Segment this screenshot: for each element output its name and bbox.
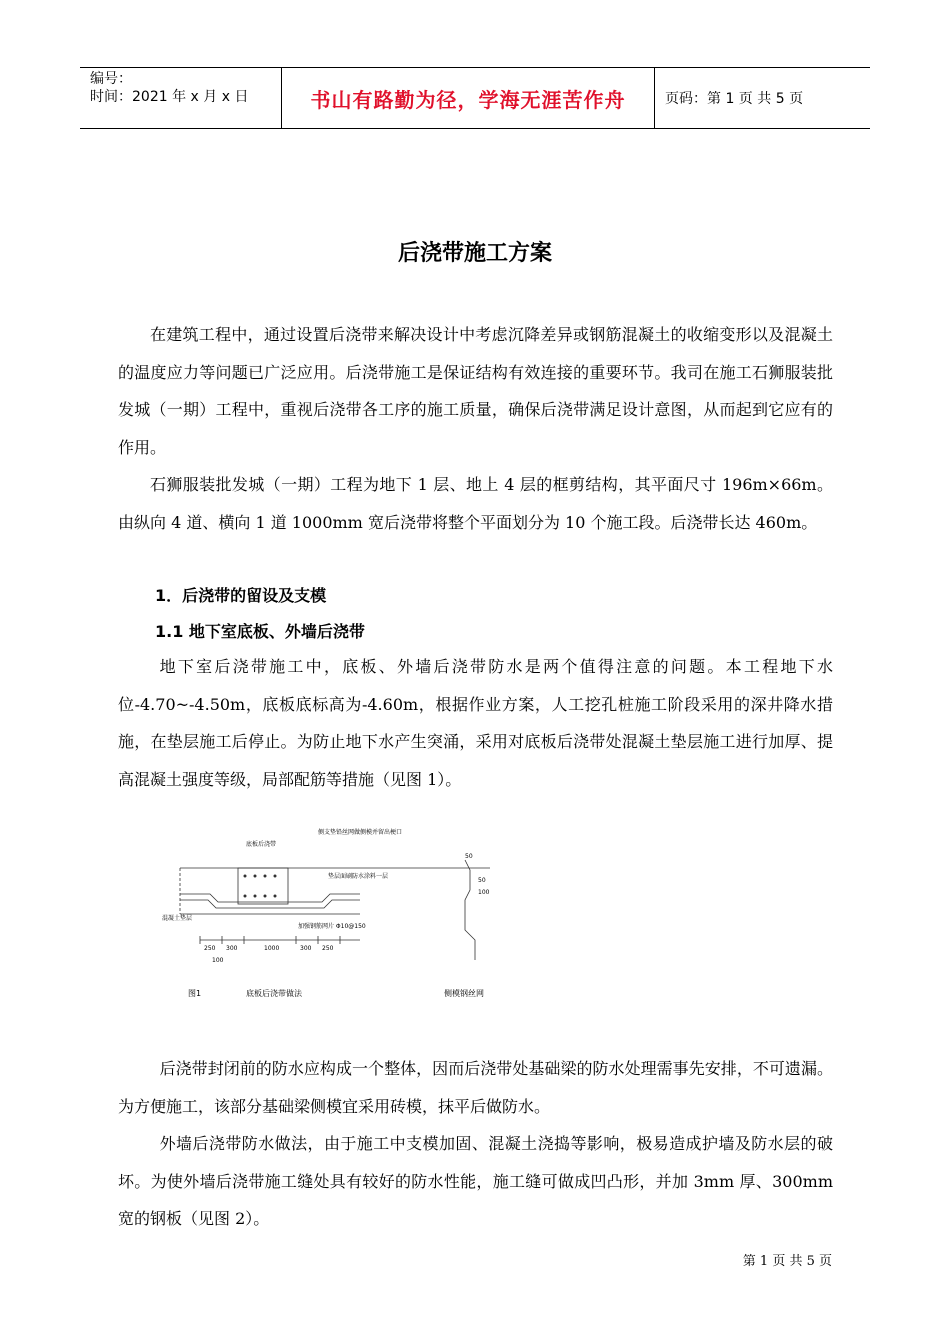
fig-caption-num: 图1 bbox=[188, 989, 202, 998]
fig-dim-100: 100 bbox=[212, 957, 224, 964]
header-page-info: 页码：第 1 页 共 5 页 bbox=[665, 91, 804, 107]
paragraph-4: 后浇带封闭前的防水应构成一个整体，因而后浇带处基础梁的防水处理需事先安排，不可遗漏。为方便施工，该部分基础梁侧模宜采用砖模，抹平后做防水。 bbox=[118, 1059, 833, 1116]
heading-1-1: 1.1 地下室底板、外墙后浇带 bbox=[155, 622, 365, 641]
fig-right-dim-2: 50 bbox=[478, 877, 486, 884]
document-title: 后浇带施工方案 bbox=[397, 241, 552, 266]
fig-dim-2: 300 bbox=[226, 945, 238, 952]
paragraph-1: 在建筑工程中，通过设置后浇带来解决设计中考虑沉降差异或钢筋混凝土的收缩变形以及混凝土的温度应力等问题已广泛应用。后浇带施工是保证结构有效连接的重要环节。我司在施工石狮服装批发城（一期）工程中，重视后浇带各工序的施工质量，确保后浇带满足设计意图，从而起到它应有的作用。 bbox=[118, 325, 833, 457]
paragraph-3: 地下室后浇带施工中，底板、外墙后浇带防水是两个值得注意的问题。本工程地下水位-4.70~-4.50m，底板底标高为-4.60m，根据作业方案，人工挖孔桩施工阶段采用的深井降水措施，在垫层施工后停止。为防止地下水产生突涌，采用对底板后浇带处混凝土垫层施工进行加厚、提高混凝土强度等级，局部配筋等措施（见图 1）。 bbox=[118, 657, 833, 789]
figure-1-diagram bbox=[160, 820, 520, 1010]
header-motto: 书山有路勤为径，学海无涯苦作舟 bbox=[282, 68, 655, 128]
paragraph-5: 外墙后浇带防水做法，由于施工中支模加固、混凝土浇捣等影响，极易造成护墙及防水层的破坏。为使外墙后浇带施工缝处具有较好的防水性能，施工缝可做成凹凸形，并加 3mm 厚、300mm 宽的钢板（见图 2）。 bbox=[118, 1134, 833, 1228]
fig-dim-3: 1000 bbox=[264, 945, 280, 952]
fig-label-layer: 垫层面刷防水涂料一层 bbox=[328, 873, 389, 880]
fig-caption-1: 底板后浇带做法 bbox=[246, 989, 302, 998]
header-table bbox=[80, 67, 870, 129]
fig-label-left: 混凝土垫层 bbox=[162, 915, 193, 922]
fig-label-rebar: 加强钢筋网片 Φ10@150 bbox=[298, 923, 366, 930]
fig-right-dim-1: 50 bbox=[465, 853, 473, 860]
fig-dim-5: 250 bbox=[322, 945, 334, 952]
heading-1: 1．后浇带的留设及支模 bbox=[155, 586, 327, 605]
header-time: 时间：2021 年 x 月 x 日 bbox=[90, 89, 249, 105]
fig-label-note: 侧支垫铅丝网做侧模并留出梗口 bbox=[318, 829, 403, 836]
fig-right-dim-3: 100 bbox=[478, 889, 490, 896]
fig-caption-2: 侧模钢丝网 bbox=[444, 989, 484, 998]
fig-dim-1: 250 bbox=[204, 945, 216, 952]
paragraph-2: 石狮服装批发城（一期）工程为地下 1 层、地上 4 层的框剪结构，其平面尺寸 196m×66m。由纵向 4 道、横向 1 道 1000mm 宽后浇带将整个平面划分为 10 个施工段。后浇带长达 460m。 bbox=[118, 475, 833, 532]
fig-dim-4: 300 bbox=[300, 945, 312, 952]
fig-label-top: 底板后浇带 bbox=[246, 841, 277, 848]
page-footer: 第 1 页 共 5 页 bbox=[742, 1254, 832, 1269]
header-code: 编号： bbox=[90, 71, 132, 87]
header-left-cell bbox=[80, 68, 282, 128]
